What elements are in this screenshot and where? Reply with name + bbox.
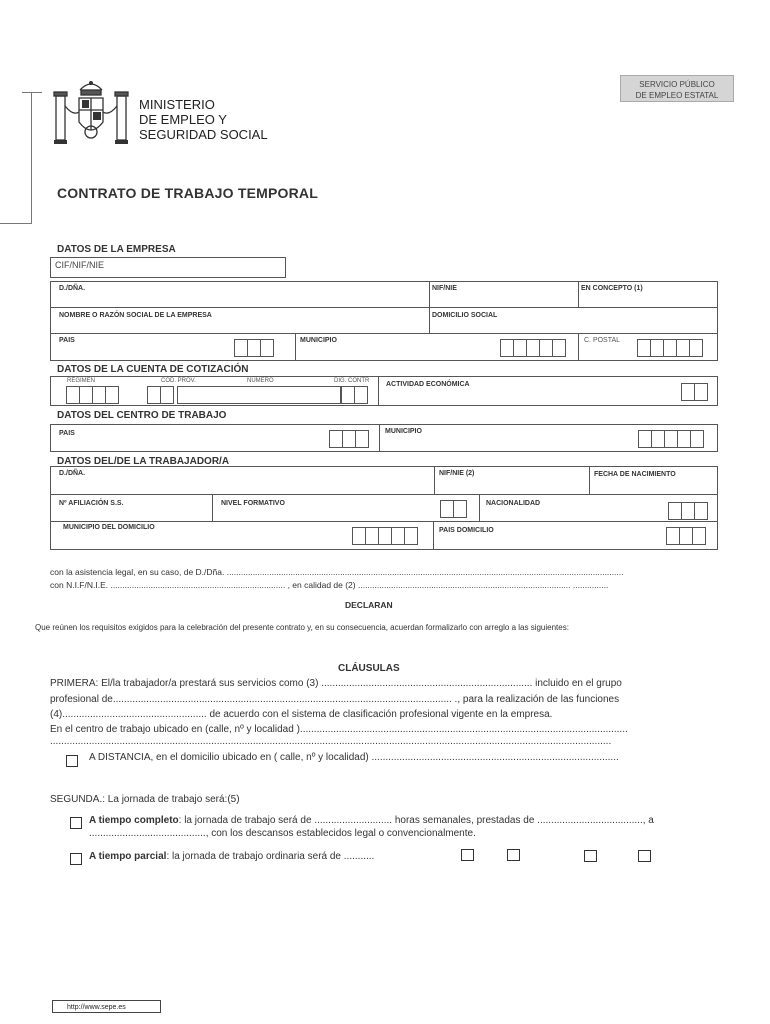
divider [51,521,717,522]
ministry-line: MINISTERIO [139,97,215,112]
afiliacion-label: Nº AFILIACIÓN S.S. [59,500,124,507]
clausula-primera-line: (4).................................................... de acuerdo con el sistema de clasificación profesional vigente en la empresa. [50,709,553,720]
divider [51,307,717,308]
section-heading: DATOS DE LA EMPRESA [57,244,176,255]
divider [433,521,434,549]
municipio-domicilio-label: MUNICIPIO DEL DOMICILIO [63,524,155,531]
pais-code-cells[interactable] [235,339,274,357]
coat-of-arms-icon [48,72,134,150]
divider [578,333,579,360]
nacionalidad-cells[interactable] [669,502,708,520]
distancia-text: A DISTANCIA, en el domicilio ubicado en ( calle, nº y localidad) ......................................................................................... [89,752,619,763]
period-checkbox[interactable] [461,849,474,861]
footer-url[interactable]: http://www.sepe.es [52,1000,161,1013]
section-heading: DATOS DE LA CUENTA DE COTIZACIÓN [57,364,249,375]
tiempo-parcial-text [89,851,374,862]
divider [51,333,717,334]
asistencia-line: con la asistencia legal, en su caso, de D./Dña. ........................................................................................................................................................................ [50,567,624,577]
actividad-cells[interactable] [682,383,708,401]
nif-nie-label: NIF/NIE [432,285,457,292]
agency-badge [620,75,734,102]
cod-prov-cells[interactable] [148,386,174,404]
divider [379,425,380,451]
divider [429,282,430,333]
tiempo-completo-line2: .........................................., con los descansos establecidos legal o convencionalmente. [89,828,476,839]
pais-domicilio-cells[interactable] [667,527,706,545]
pais-label: PAIS [59,337,75,344]
declaran-heading: DECLARAN [345,600,393,610]
page-title: CONTRATO DE TRABAJO TEMPORAL [57,185,318,201]
tiempo-completo-label: A tiempo completo [89,815,179,826]
numero-field[interactable] [177,386,341,404]
regimen-label: RÉGIMEN [67,378,96,384]
municipio-cells[interactable] [639,430,704,448]
section-heading: DATOS DEL/DE LA TRABAJADOR/A [57,456,230,467]
asistencia-line: con N.I.F/N.I.E. .......................................................................... , en calidad de (2) .......................................................................................... ............... [50,580,609,590]
cif-field[interactable] [50,257,286,278]
pais-domicilio-label: PAIS DOMICILIO [439,527,494,534]
divider [212,494,213,521]
declaran-text: Que reúnen los requisitos exigidos para la celebración del presente contrato y, en su consecuencia, acuerdan formalizarlo con arreglo a las siguientes: [35,623,569,632]
agency-line: SERVICIO PÚBLICO [639,80,715,89]
ministry-line: SEGURIDAD SOCIAL [139,127,268,142]
clausulas-heading: CLÁUSULAS [338,663,400,674]
distancia-checkbox[interactable] [66,755,78,767]
nivel-formativo-label: NIVEL FORMATIVO [221,500,285,507]
trabajador-grid [50,466,718,550]
nivel-formativo-cells[interactable] [441,500,467,518]
clausula-primera-line: .......................................................................................................................................................................................................... [50,736,612,747]
divider [295,333,296,360]
frame-line [31,92,32,223]
divider [479,494,480,521]
municipio-label: MUNICIPIO [385,428,422,435]
centro-grid [50,424,718,452]
frame-line [22,92,42,93]
razon-social-label: NOMBRE O RAZÓN SOCIAL DE LA EMPRESA [59,312,212,319]
dig-contr-label: DIG. CONTR [334,378,370,384]
dig-contr-cells[interactable] [342,386,368,404]
cpostal-cells[interactable] [638,339,703,357]
municipio-code-cells[interactable] [501,339,566,357]
field-label: CIF/NIF/NIE [55,260,104,270]
tiempo-completo-checkbox[interactable] [70,817,82,829]
section-heading: DATOS DEL CENTRO DE TRABAJO [57,410,227,421]
domicilio-social-label: DOMICILIO SOCIAL [432,312,498,319]
tiempo-completo-detail: : la jornada de trabajo será de ............................ horas semanales, prestadas de ......................................, a [178,815,654,826]
tiempo-completo-text [89,815,654,826]
clausula-primera-line: En el centro de trabajo ubicado en (calle, nº y localidad )...................................................................................................................... [50,724,628,735]
period-checkbox[interactable] [507,849,520,861]
divider [378,377,379,405]
pais-cells[interactable] [330,430,369,448]
cpostal-label: C. POSTAL [584,337,621,344]
tiempo-parcial-checkbox[interactable] [70,853,82,865]
nif-nie-label: NIF/NIE (2) [439,470,475,477]
clausula-segunda: SEGUNDA.: La jornada de trabajo será:(5) [50,794,240,805]
period-checkbox[interactable] [584,850,597,862]
agency-line: DE EMPLEO ESTATAL [635,91,719,100]
clausula-primera-line: PRIMERA: El/la trabajador/a prestará sus servicios como (3) ............................................................................ incluido en el grupo [50,678,622,689]
municipio-domicilio-cells[interactable] [353,527,418,545]
cod-prov-label: COD. PROV. [161,378,196,384]
en-concepto-label: EN CONCEPTO (1) [581,285,643,292]
divider [51,494,717,495]
divider [589,467,590,494]
pais-label: PAIS [59,430,75,437]
divider [434,467,435,494]
municipio-label: MUNICIPIO [300,337,337,344]
frame-line [0,223,32,224]
d-dna-label: D./DÑA. [59,285,86,292]
empresa-grid [50,281,718,361]
clausula-primera-line: profesional de.......................................................................................................................... ., para la realización de las funciones [50,694,620,705]
numero-label: NÚMERO [247,378,274,384]
divider [578,282,579,307]
regimen-cells[interactable] [67,386,119,404]
d-dna-label: D./DÑA. [59,470,86,477]
tiempo-parcial-label: A tiempo parcial [89,851,167,862]
fecha-nacimiento-label: FECHA DE NACIMIENTO [594,471,676,478]
nacionalidad-label: NACIONALIDAD [486,500,541,507]
ministry-name [139,97,268,142]
period-checkbox[interactable] [638,850,651,862]
tiempo-parcial-detail: : la jornada de trabajo ordinaria será de ........... [166,851,375,862]
ministry-line: DE EMPLEO Y [139,112,227,127]
cotizacion-grid [50,376,718,406]
actividad-label: ACTIVIDAD ECONÓMICA [386,381,470,388]
